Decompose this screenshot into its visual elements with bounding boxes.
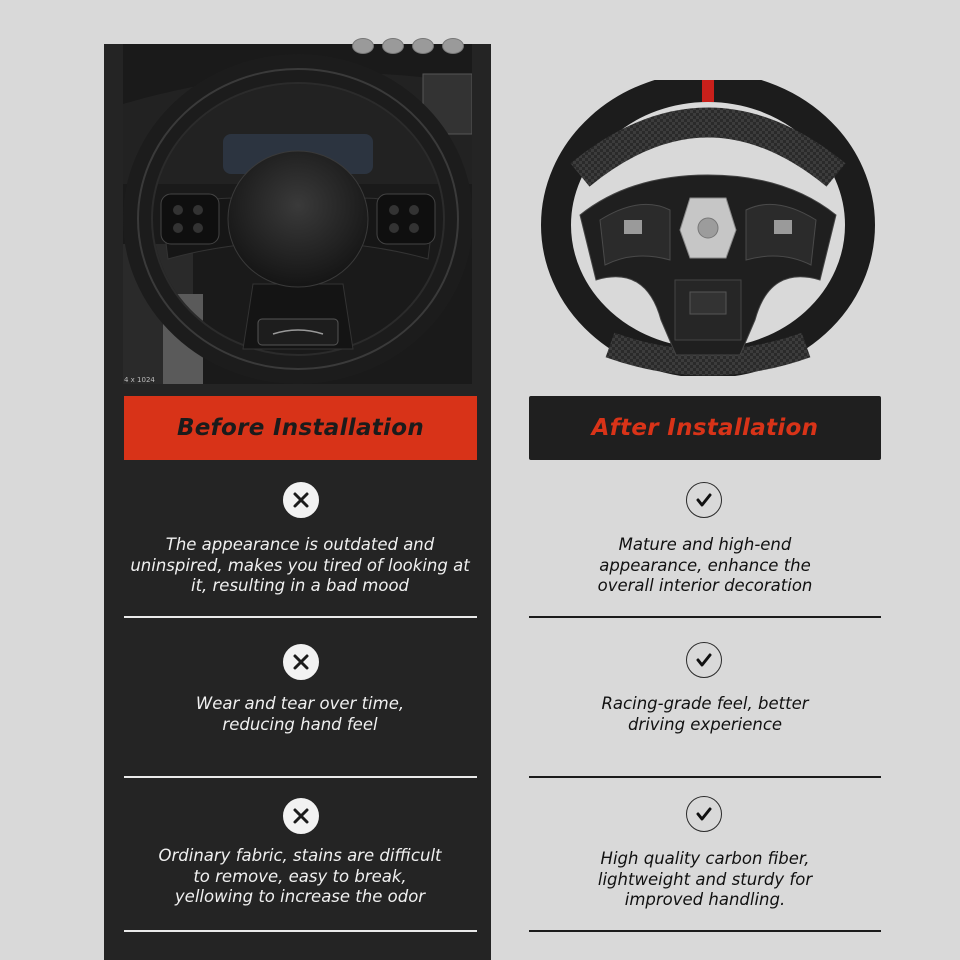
after-installation-banner: After Installation (529, 396, 881, 460)
after-item-text: Mature and high-end appearance, enhance the overall interior decoration (597, 535, 813, 595)
divider (529, 616, 881, 618)
before-item-text: Ordinary fabric, stains are difficult to remove, easy to break, yellowing to increase the odor (158, 846, 442, 906)
stock-steering-wheel-photo (123, 44, 472, 384)
check-circle-icon (686, 796, 722, 832)
carousel-dot[interactable] (442, 38, 464, 54)
after-item-text: Racing-grade feel, better driving experience (601, 694, 809, 734)
x-circle-icon (283, 482, 319, 518)
check-circle-icon (686, 482, 722, 518)
image-resolution-caption: 4 x 1024 (124, 376, 155, 384)
x-circle-icon (283, 644, 319, 680)
carousel-dots (352, 38, 464, 54)
carousel-dot[interactable] (352, 38, 374, 54)
check-circle-icon (686, 642, 722, 678)
x-circle-icon (283, 798, 319, 834)
before-item-text: Wear and tear over time, reducing hand feel (195, 694, 405, 734)
stock-steering-wheel-illustration (123, 44, 472, 384)
carbon-steering-wheel-illustration (540, 80, 876, 376)
carbon-steering-wheel-photo (540, 80, 876, 376)
after-item-text: High quality carbon fiber, lightweight and sturdy for improved handling. (597, 849, 813, 909)
divider (529, 930, 881, 932)
divider (124, 776, 477, 778)
divider (124, 930, 477, 932)
divider (529, 776, 881, 778)
carousel-dot[interactable] (412, 38, 434, 54)
carousel-dot[interactable] (382, 38, 404, 54)
before-item-text: The appearance is outdated and uninspired, makes you tired of looking at it, resulting in a bad mood (130, 535, 470, 595)
divider (124, 616, 477, 618)
before-installation-banner: Before Installation (124, 396, 477, 460)
